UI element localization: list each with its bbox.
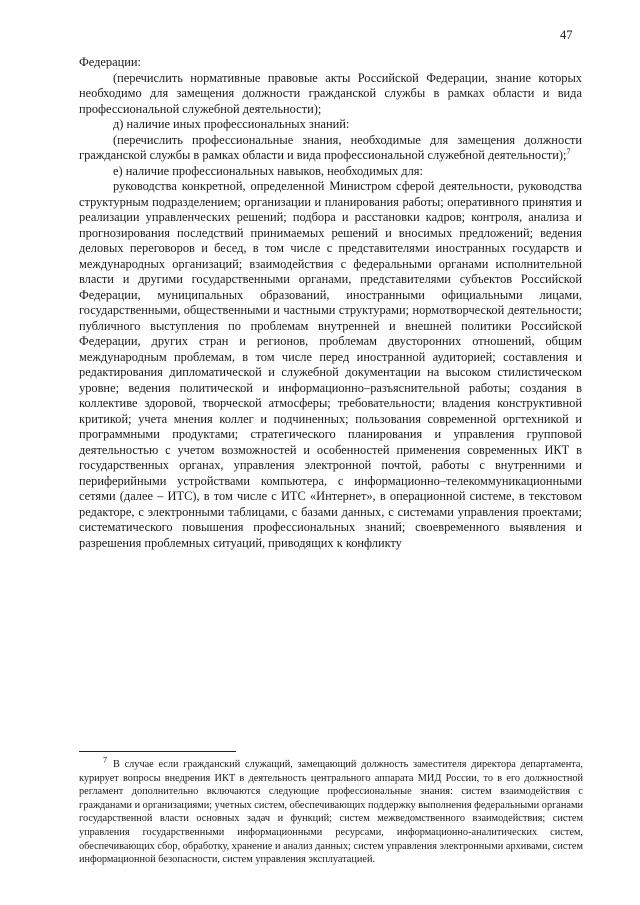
footnote-text: В случае если гражданский служащий, замещающий должность заместителя директора департамента, курирует вопросы внедрения ИКТ в деятельность центрального аппарата МИД России, то в его должностной регламент дополнительно включаются следующие профессиональные знания: систем взаимодействия с гражданами и организациями; учетных систем, обеспечивающих поддержку выполнения федеральными органами государственной власти основных задач и функций; систем межведомственного взаимодействия; систем управления государственными информационными ресурсами, информационно-аналитических систем, обеспечивающих сбор, обработку, хранение и анализ данных; систем управления электронными архивами, систем информационной безопасности, систем управления эксплуатацией. — [79, 759, 583, 866]
footnote-divider — [79, 751, 236, 752]
paragraph-professional-skills: е) наличие профессиональных навыков, необходимых для: — [113, 163, 423, 178]
paragraph-professional-knowledge-note — [79, 133, 582, 164]
body-text — [79, 55, 582, 551]
page-number: 47 — [560, 28, 573, 42]
footnote-mark: 7 — [103, 755, 107, 765]
paragraph-professional-knowledge-text: (перечислить профессиональные знания, необходимые для замещения должности гражданской службы в рамках области и вида профессиональной служебной деятельности); — [79, 132, 582, 162]
footnote-reference[interactable]: 7 — [566, 146, 571, 156]
paragraph-other-knowledge: д) наличие иных профессиональных знаний: — [113, 117, 350, 131]
footnote — [79, 755, 583, 867]
paragraph-legal-acts-note: (перечислить нормативные правовые акты Российской Федерации, знание которых необходимо для замещения должности гражданской службы в рамках области и вида профессиональной служебной деятельности); — [79, 70, 582, 116]
paragraph-federation: Федерации: — [79, 55, 141, 69]
paragraph-skills-list: руководства конкретной, определенной Министром сферой деятельности, руководства структурным подразделением; организации и планирования работы; оперативного принятия и реализации управленческих решений; подбора и расстановки кадров; контроля, анализа и прогнозирования последствий принимаемых решений и вносимых предложений; ведения деловых переговоров и бесед, в том числе с представителями иностранных государств и международных организаций; взаимодействия с федеральными органами исполнительной власти и другими государственными органами, представителями субъектов Российской Федерации, муниципальных образований, иностранными официальными лицами, государственными, общественными и частными структурами; нормотворческой деятельности; публичного выступления по проблемам внутренней и внешней политики Российской Федерации, других стран и регионов, проблемам двусторонних отношений, общим международным проблемам, в том числе перед иностранной аудиторией; составления и редактирования дипломатической и служебной документации на высоком стилистическом уровне; ведения политической и информационно–разъяснительной работы; создания в коллективе здоровой, творческой атмосферы; требовательности; владения конструктивной критикой; учета мнения коллег и подчиненных; пользования современной оргтехникой и программными продуктами; стратегического планирования и управления групповой деятельностью с учетом возможностей и особенностей применения современных ИКТ в государственных органах, управления электронной почтой, работы с внутренними и периферийными устройствами компьютера, с информационно–телекоммуникационными сетями (далее – ИТС), в том числе с ИТС «Интернет», в операционной системе, в текстовом редакторе, с электронными таблицами, с базами данных, с системами управления проектами; систематического повышения профессиональных знаний; своевременного выявления и разрешения проблемных ситуаций, приводящих к конфликту — [79, 179, 582, 550]
